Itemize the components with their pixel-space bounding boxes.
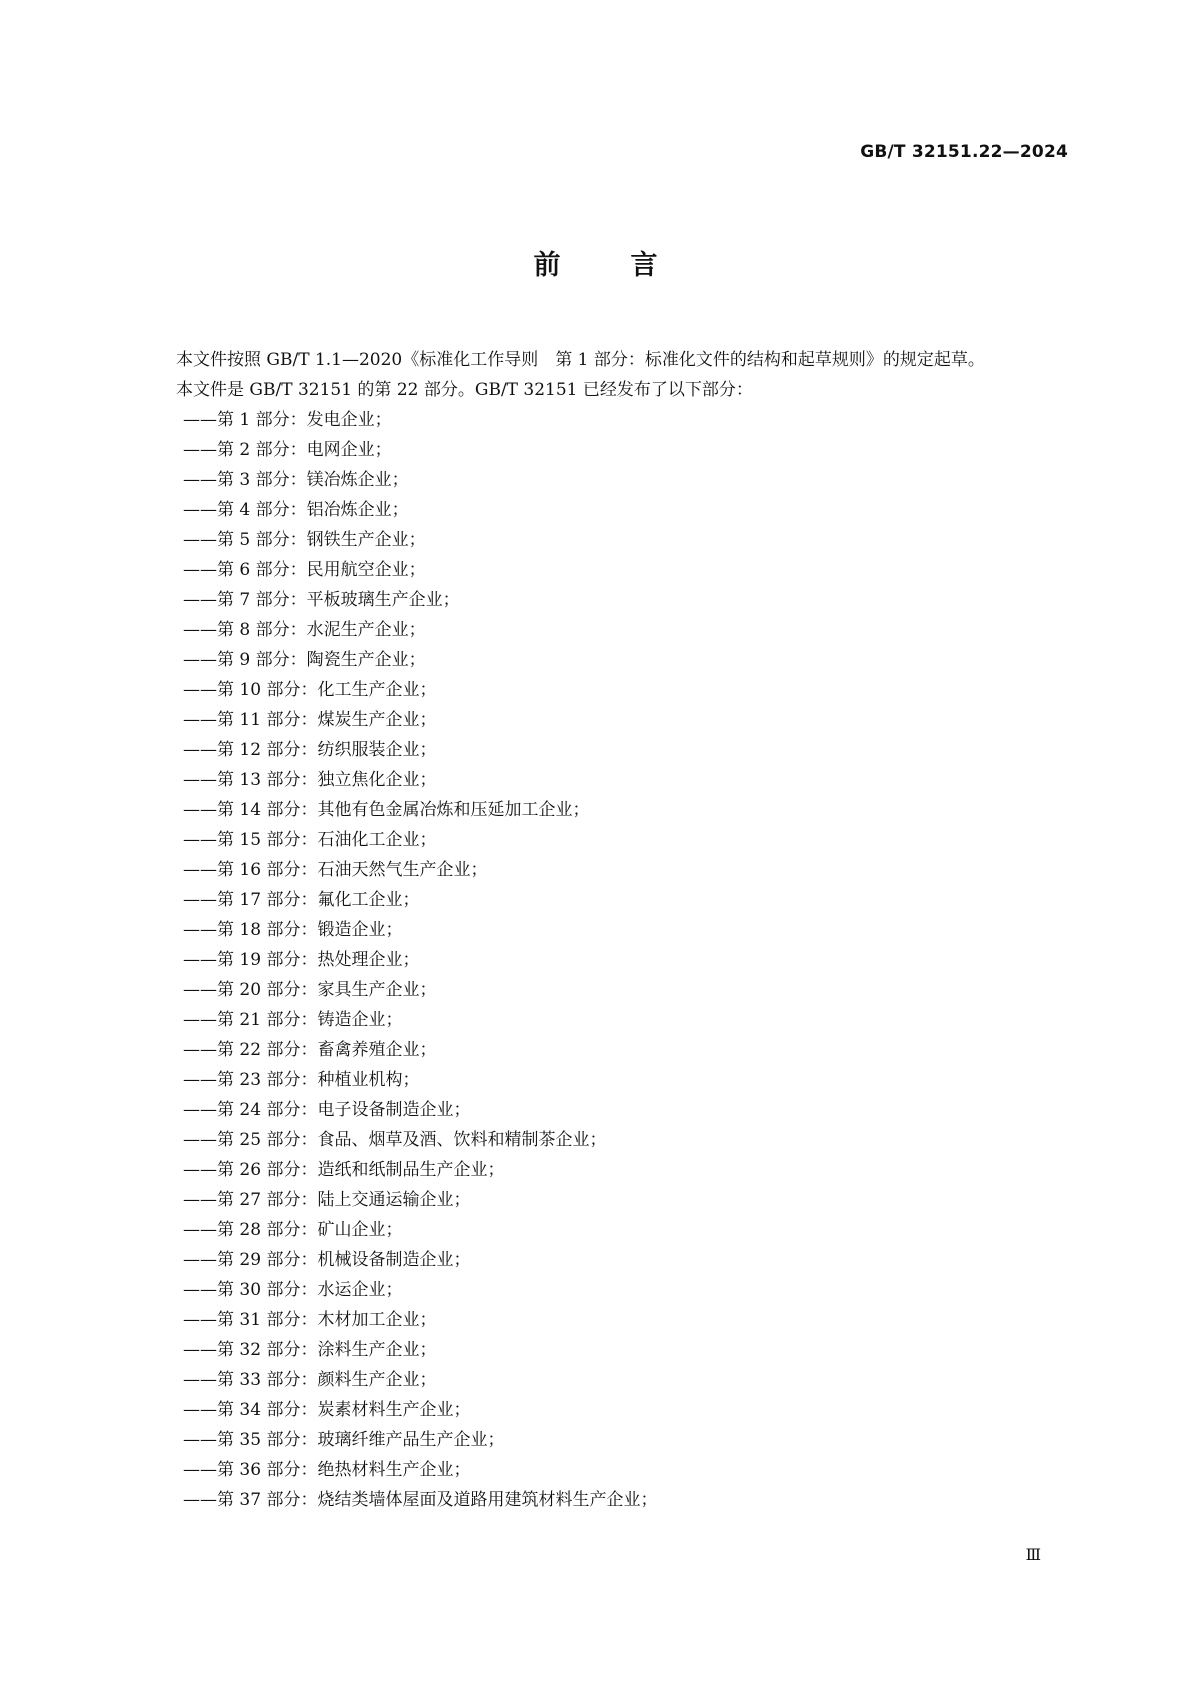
paragraph-drafting-rules: 本文件按照 GB/T 1.1—2020《标准化工作导则 第 1 部分：标准化文件的结构和起草规则》的规定起草。 [176,350,985,370]
document-body [142,345,1070,1515]
list-item: ——第 9 部分：陶瓷生产企业； [183,650,426,670]
list-item: ——第 8 部分：水泥生产企业； [183,620,426,640]
title-char-2: 言 [630,250,658,281]
parts-list [142,405,1070,1515]
list-item: ——第 17 部分：氟化工企业； [183,890,420,910]
title-char-1: 前 [533,250,561,281]
list-item: ——第 19 部分：热处理企业； [183,950,420,970]
list-item: ——第 20 部分：家具生产企业； [183,980,437,1000]
list-item: ——第 15 部分：石油化工企业； [183,830,437,850]
list-item: ——第 3 部分：镁冶炼企业； [183,470,409,490]
list-item: ——第 26 部分：造纸和纸制品生产企业； [183,1160,505,1180]
list-item: ——第 2 部分：电网企业； [183,440,392,460]
page-number: Ⅲ [1025,1545,1041,1564]
list-item: ——第 29 部分：机械设备制造企业； [183,1250,471,1270]
list-item: ——第 24 部分：电子设备制造企业； [183,1100,471,1120]
list-item: ——第 6 部分：民用航空企业； [183,560,426,580]
list-item: ——第 25 部分：食品、烟草及酒、饮料和精制茶企业； [183,1130,607,1150]
list-item: ——第 23 部分：种植业机构； [183,1070,420,1090]
list-item: ——第 10 部分：化工生产企业； [183,680,437,700]
list-item: ——第 33 部分：颜料生产企业； [183,1370,437,1390]
list-item: ——第 7 部分：平板玻璃生产企业； [183,590,460,610]
list-item: ——第 37 部分：烧结类墙体屋面及道路用建筑材料生产企业； [183,1490,658,1510]
list-item: ——第 21 部分：铸造企业； [183,1010,403,1030]
list-item: ——第 4 部分：铝冶炼企业； [183,500,409,520]
list-item: ——第 14 部分：其他有色金属冶炼和压延加工企业； [183,800,590,820]
list-item: ——第 32 部分：涂料生产企业； [183,1340,437,1360]
list-item: ——第 28 部分：矿山企业； [183,1220,403,1240]
page-title [0,243,1191,282]
list-item: ——第 12 部分：纺织服装企业； [183,740,437,760]
list-item: ——第 5 部分：钢铁生产企业； [183,530,426,550]
list-item: ——第 34 部分：炭素材料生产企业； [183,1400,471,1420]
list-item: ——第 27 部分：陆上交通运输企业； [183,1190,471,1210]
list-item: ——第 11 部分：煤炭生产企业； [183,710,437,730]
standard-code: GB/T 32151.22—2024 [860,142,1068,162]
paragraph-series-intro: 本文件是 GB/T 32151 的第 22 部分。GB/T 32151 已经发布了以下部分： [176,380,753,400]
list-item: ——第 13 部分：独立焦化企业； [183,770,437,790]
list-item: ——第 18 部分：锻造企业； [183,920,403,940]
list-item: ——第 16 部分：石油天然气生产企业； [183,860,488,880]
list-item: ——第 36 部分：绝热材料生产企业； [183,1460,471,1480]
list-item: ——第 31 部分：木材加工企业； [183,1310,437,1330]
list-item: ——第 1 部分：发电企业； [183,410,392,430]
list-item: ——第 35 部分：玻璃纤维产品生产企业； [183,1430,505,1450]
list-item: ——第 22 部分：畜禽养殖企业； [183,1040,437,1060]
list-item: ——第 30 部分：水运企业； [183,1280,403,1300]
